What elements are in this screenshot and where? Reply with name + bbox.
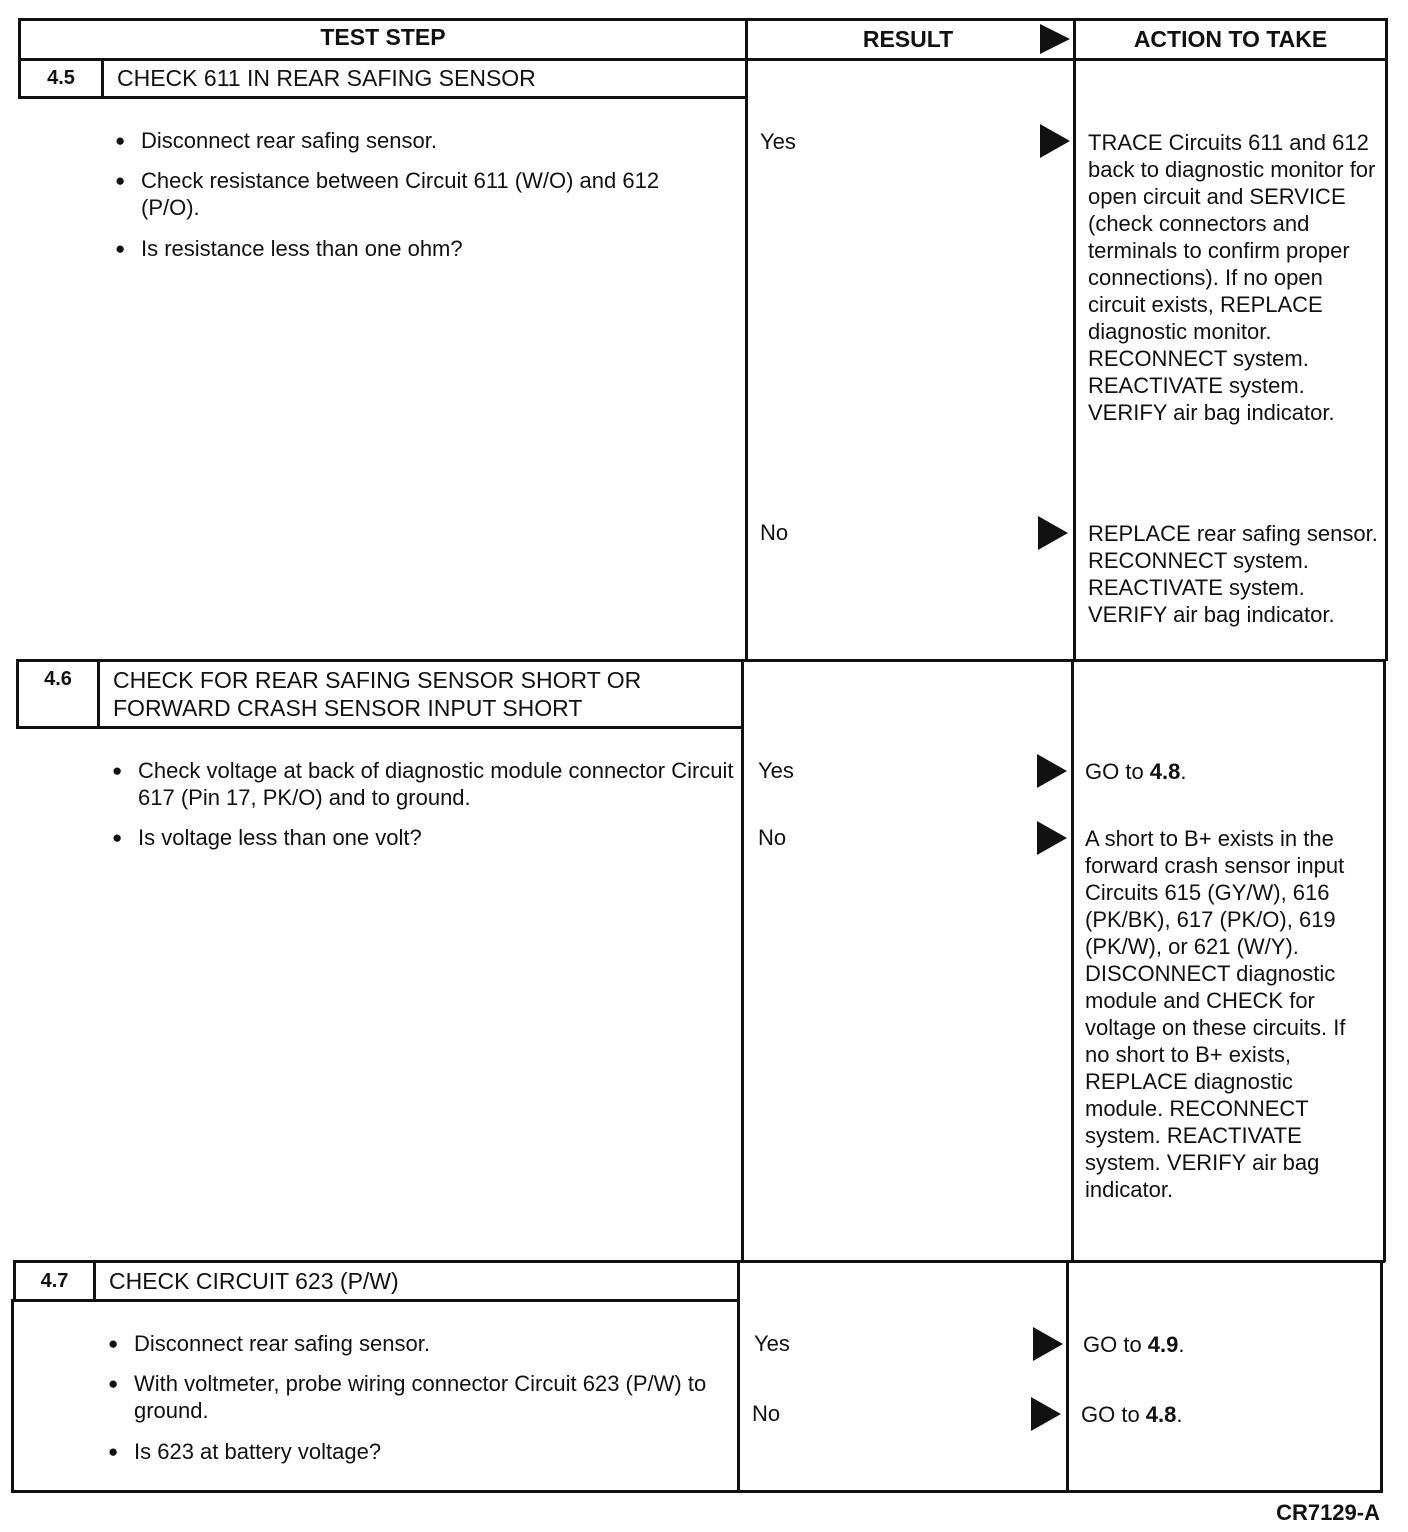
action-text — [1083, 1331, 1373, 1358]
action-suffix: . — [1176, 1402, 1183, 1427]
header-arrow-icon — [1040, 24, 1070, 54]
step-bullet: ● Disconnect rear safing sensor. — [115, 127, 741, 154]
action-step-ref: 4.8 — [1149, 759, 1181, 784]
step-bullet: ● Is resistance less than one ohm? — [115, 235, 741, 262]
action-suffix: . — [1180, 759, 1187, 784]
action-prefix: GO to — [1085, 759, 1150, 784]
step-number: 4.5 — [47, 67, 75, 89]
result-arrow-icon — [1038, 516, 1068, 550]
step-title: CHECK CIRCUIT 623 (P/W) — [109, 1268, 399, 1294]
step-number: 4.7 — [40, 1270, 69, 1292]
action-prefix: GO to — [1081, 1402, 1146, 1427]
result-label: No — [752, 1401, 781, 1426]
action-text: TRACE Circuits 611 and 612 back to diagnostic monitor for open circuit and SERVICE (check connectors and terminals to confirm proper connections). If no open circuit exists, REPLACE diagnostic monitor. RECONNECT system. REACTIVATE system. VERIFY air bag indicator. — [1088, 130, 1376, 425]
action-text — [1085, 758, 1375, 785]
step-number: 4.6 — [44, 668, 72, 690]
result-arrow-icon — [1033, 1327, 1063, 1361]
action-text: A short to B+ exists in the forward crash sensor input Circuits 615 (GY/W), 616 (PK/BK), 617 (PK/O), 619 (PK/W), or 621 (W/Y). DISCONNECT diagnostic module and CHECK for voltage on these circuits. If no short to B+ exists, REPLACE diagnostic module. RECONNECT system. REACTIVATE system. VERIFY air bag indicator. — [1085, 826, 1346, 1202]
result-label: No — [760, 520, 789, 545]
result-label: Yes — [754, 1331, 790, 1356]
step-bullet: ● Is voltage less than one volt? — [112, 824, 738, 851]
header-test-step: TEST STEP — [320, 24, 446, 50]
step-bullet: ● Check voltage at back of diagnostic module connector Circuit 617 (Pin 17, PK/O) and to ground. — [112, 757, 738, 811]
action-step-ref: 4.9 — [1147, 1332, 1179, 1357]
result-label: Yes — [758, 758, 794, 783]
figure-code: CR7129-A — [1276, 1500, 1380, 1525]
result-label: No — [758, 825, 787, 850]
step-bullet: ● With voltmeter, probe wiring connector Circuit 623 (P/W) to ground. — [108, 1370, 729, 1424]
step-title: CHECK 611 IN REAR SAFING SENSOR — [117, 65, 536, 91]
result-arrow-icon — [1037, 821, 1067, 855]
action-prefix: GO to — [1083, 1332, 1148, 1357]
result-arrow-icon — [1031, 1397, 1061, 1431]
action-step-ref: 4.8 — [1145, 1402, 1177, 1427]
step-bullet: ● Disconnect rear safing sensor. — [108, 1330, 734, 1357]
result-arrow-icon — [1037, 754, 1067, 788]
action-text: REPLACE rear safing sensor. RECONNECT system. REACTIVATE system. VERIFY air bag indicator. — [1088, 521, 1378, 627]
step-bullet: ● Is 623 at battery voltage? — [108, 1438, 734, 1465]
header-result: RESULT — [862, 26, 954, 52]
step-title: CHECK FOR REAR SAFING SENSOR SHORT OR FORWARD CRASH SENSOR INPUT SHORT — [113, 667, 642, 721]
step-bullet: ● Check resistance between Circuit 611 (W/O) and 612 (P/O). — [115, 167, 721, 221]
action-suffix: . — [1178, 1332, 1185, 1357]
action-text — [1081, 1401, 1371, 1428]
header-action: ACTION TO TAKE — [1133, 26, 1328, 52]
result-label: Yes — [760, 129, 796, 154]
result-arrow-icon — [1040, 124, 1070, 158]
